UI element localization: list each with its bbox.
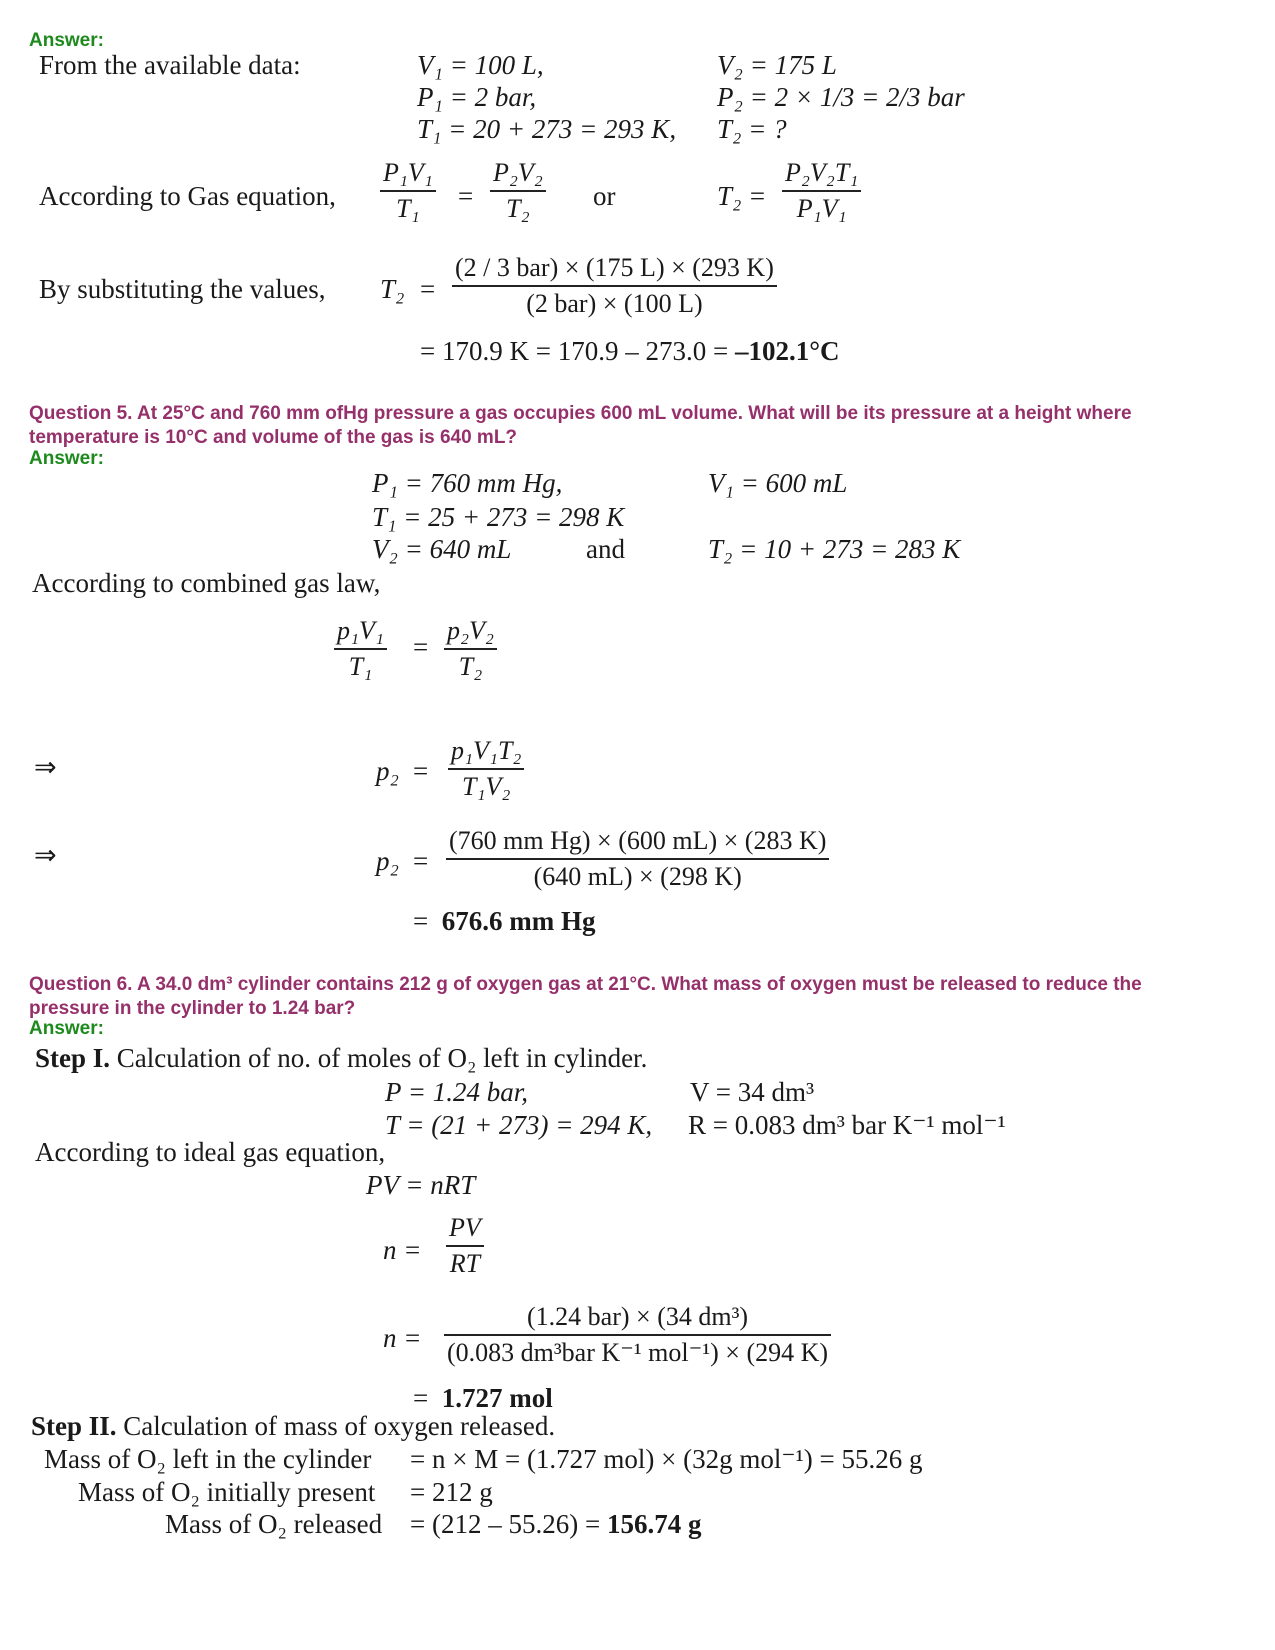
q5-substitution-fraction: (760 mm Hg) × (600 mL) × (283 K) (640 mL) × (298 K) bbox=[446, 826, 829, 892]
combined-law-fraction-right: p₂V₂ T₂ bbox=[444, 616, 497, 682]
n-lhs: n = bbox=[383, 1235, 422, 1265]
q6-temperature: T = (21 + 273) = 294 K, bbox=[385, 1110, 653, 1140]
combined-law-fraction-left: p₁V₁ T₁ bbox=[334, 616, 387, 682]
q5-p2-lhs: p₂ bbox=[376, 846, 399, 876]
mass-left-label: Mass of O₂ left in the cylinder bbox=[44, 1444, 372, 1474]
answer-label: Answer: bbox=[29, 448, 104, 469]
substitution-lhs: T₂ bbox=[380, 274, 405, 304]
substitution-label: By substituting the values, bbox=[39, 274, 326, 304]
q5-p1: P₁ = 760 mm Hg, bbox=[372, 468, 563, 498]
q6-gas-constant: R = 0.083 dm³ bar K⁻¹ mol⁻¹ bbox=[688, 1110, 1006, 1140]
t2-value: T₂ = ? bbox=[717, 114, 787, 144]
q5-v2: V₂ = 640 mL bbox=[372, 534, 512, 564]
q6-pressure: P = 1.24 bar, bbox=[385, 1077, 528, 1107]
q5-p2-lhs: p₂ bbox=[376, 756, 399, 786]
step-2-heading: Step II. Calculation of mass of oxygen released. bbox=[31, 1411, 556, 1441]
t1-value: T₁ = 20 + 273 = 293 K, bbox=[417, 114, 677, 144]
q5-p2-formula-fraction: p₁V₁T₂ T₁V₂ bbox=[448, 736, 524, 802]
combined-law-label: According to combined gas law, bbox=[32, 568, 381, 598]
v2-value: V₂ = 175 L bbox=[717, 50, 837, 80]
q5-v1: V₁ = 600 mL bbox=[708, 468, 848, 498]
implies-arrow-icon: ⇒ bbox=[34, 752, 57, 782]
equals-sign: = bbox=[458, 181, 474, 211]
p2-value: P₂ = 2 × 1/3 = 2/3 bar bbox=[717, 82, 965, 112]
mass-initial-label: Mass of O₂ initially present bbox=[78, 1477, 376, 1507]
equals-sign: = bbox=[413, 846, 429, 876]
step-1-heading: Step I. Calculation of no. of moles of O₂ left in cylinder. bbox=[35, 1043, 648, 1073]
or-word: or bbox=[593, 181, 616, 211]
v1-value: V₁ = 100 L, bbox=[417, 50, 544, 80]
given-data-intro: From the available data: bbox=[39, 50, 301, 80]
gas-eq-fraction-right: P₂V₂ T₂ bbox=[490, 158, 546, 224]
answer-label: Answer: bbox=[29, 30, 104, 51]
answer-label: Answer: bbox=[29, 1018, 104, 1039]
mass-released-value: = (212 – 55.26) = 156.74 g bbox=[410, 1509, 702, 1539]
mass-left-value: = n × M = (1.727 mol) × (32g mol⁻¹) = 55.26 g bbox=[410, 1444, 923, 1474]
n-substitution-fraction: (1.24 bar) × (34 dm³) (0.083 dm³bar K⁻¹ mol⁻¹) × (294 K) bbox=[444, 1302, 831, 1368]
n-result: = 1.727 mol bbox=[413, 1383, 553, 1413]
question-5-text: Question 5. At 25°C and 760 mm ofHg pressure a gas occupies 600 mL volume. What will be its pressure at a height where temperature is 10°C and volume of the gas is 640 mL? bbox=[29, 403, 1132, 448]
mass-initial-value: = 212 g bbox=[410, 1477, 493, 1507]
implies-arrow-icon: ⇒ bbox=[34, 840, 57, 870]
t2-formula-lhs: T₂ = bbox=[717, 181, 767, 211]
t2-formula-fraction: P₂V₂T₁ P₁V₁ bbox=[782, 158, 861, 224]
equals-sign: = bbox=[413, 632, 429, 662]
n-formula-fraction: PV RT bbox=[446, 1213, 484, 1279]
gas-eq-fraction-left: P₁V₁ T₁ bbox=[380, 158, 436, 224]
q5-result: = 676.6 mm Hg bbox=[413, 906, 596, 936]
substitution-fraction: (2 / 3 bar) × (175 L) × (293 K) (2 bar) × (100 L) bbox=[452, 253, 777, 319]
gas-equation-label: According to Gas equation, bbox=[39, 181, 336, 211]
q5-t2: T₂ = 10 + 273 = 283 K bbox=[708, 534, 961, 564]
equals-sign: = bbox=[413, 756, 429, 786]
q5-t1: T₁ = 25 + 273 = 298 K bbox=[372, 502, 625, 532]
mass-released-label: Mass of O₂ released bbox=[165, 1509, 383, 1539]
q6-volume: V = 34 dm³ bbox=[690, 1077, 815, 1107]
temperature-result: = 170.9 K = 170.9 – 273.0 = –102.1°C bbox=[420, 336, 840, 366]
n-lhs: n = bbox=[383, 1323, 422, 1353]
question-6-text: Question 6. A 34.0 dm³ cylinder contains 212 g of oxygen gas at 21°C. What mass of oxygen must be released to reduce the pressure in the cylinder to 1.24 bar? bbox=[29, 974, 1142, 1019]
q5-and: and bbox=[586, 534, 625, 564]
ideal-gas-label: According to ideal gas equation, bbox=[35, 1137, 386, 1167]
equals-sign: = bbox=[420, 274, 436, 304]
ideal-gas-equation: PV = nRT bbox=[366, 1170, 476, 1200]
p1-value: P₁ = 2 bar, bbox=[417, 82, 537, 112]
